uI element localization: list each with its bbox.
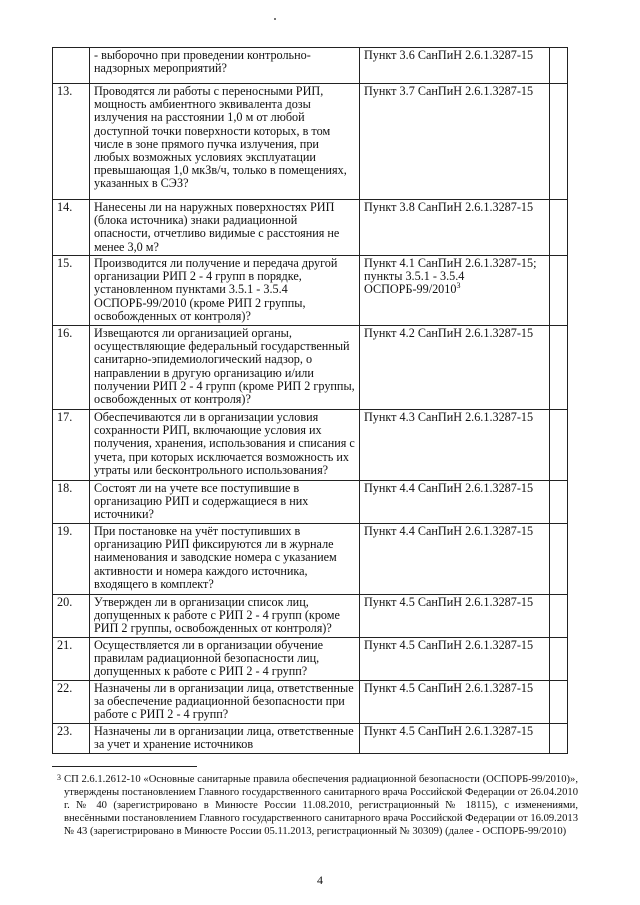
footnote-marker: 3 [57,773,61,782]
row-answer-cell [550,724,568,754]
reference-text: Пункт 4.3 СанПиН 2.6.1.3287-15 [364,410,534,424]
reference-text: Пункт 4.5 СанПиН 2.6.1.3287-15 [364,638,534,652]
table-row [53,84,568,200]
table-row [53,48,568,84]
table-row [53,595,568,638]
row-reference [360,410,550,481]
row-reference [360,524,550,595]
footnote [57,773,578,838]
reference-text: Пункт 4.1 СанПиН 2.6.1.3287-15; пункты 3.5.1 - 3.5.4 ОСПОРБ-99/2010 [364,256,537,297]
row-number: 22. [53,681,90,724]
row-question: Состоят ли на учете все поступившие в организацию РИП и содержащиеся в них источники? [90,481,360,524]
row-question: Утвержден ли в организации список лиц, допущенных к работе с РИП 2 - 4 групп (кроме РИП 2 группы, освобожденных от контроля)? [90,595,360,638]
row-answer-cell [550,481,568,524]
row-answer-cell [550,48,568,84]
row-answer-cell [550,524,568,595]
row-number: 16. [53,326,90,410]
row-number: 21. [53,638,90,681]
footnote-text: СП 2.6.1.2612-10 «Основные санитарные правила обеспечения радиационной безопасности (ОСПОРБ-99/2010)», утверждены постановлением Главного государственного санитарного врача Российской Федерации от 26.04.2010 г. № 40 (зарегистрировано в Минюсте России 11.08.2010, регистрационный № 18115), с изменениями, внесёнными постановлением Главного государственного санитарного врача Российской Федерации от 16.09.2013 № 43 (зарегистрировано в Минюсте России 05.11.2013, регистрационный № 30309) (далее - ОСПОРБ-99/2010) [64,774,578,837]
scan-mark [274,18,276,20]
row-number: 13. [53,84,90,200]
row-question: Производится ли получение и передача другой организации РИП 2 - 4 групп в порядке, установленном пунктами 3.5.1 - 3.5.4 ОСПОРБ-99/2010 (кроме РИП 2 группы, освобожденных от контроля)? [90,256,360,326]
row-question: Нанесены ли на наружных поверхностях РИП (блока источника) знаки радиационной опасности, отчетливо видимые с расстояния не менее 3,0 м? [90,200,360,256]
row-answer-cell [550,595,568,638]
row-answer-cell [550,681,568,724]
table-row [53,410,568,481]
row-number [53,48,90,84]
row-reference [360,638,550,681]
row-reference [360,724,550,754]
row-question: - выборочно при проведении контрольно-надзорных мероприятий? [90,48,360,84]
table-row [53,638,568,681]
checklist-table [52,47,568,754]
row-question: Назначены ли в организации лица, ответственные за учет и хранение источников [90,724,360,754]
table-row [53,326,568,410]
footnote-ref: 3 [456,281,461,291]
row-reference [360,256,550,326]
row-answer-cell [550,326,568,410]
row-reference [360,595,550,638]
row-question: Назначены ли в организации лица, ответственные за обеспечение радиационной безопасности при работе с РИП 2 - 4 групп? [90,681,360,724]
table-row [53,481,568,524]
checklist-body [53,48,568,754]
table-row [53,724,568,754]
reference-text: Пункт 4.4 СанПиН 2.6.1.3287-15 [364,481,534,495]
reference-text: Пункт 4.4 СанПиН 2.6.1.3287-15 [364,524,534,538]
row-number: 20. [53,595,90,638]
reference-text: Пункт 3.6 СанПиН 2.6.1.3287-15 [364,48,534,62]
table-row [53,256,568,326]
row-question: Проводятся ли работы с переносными РИП, мощность амбиентного эквивалента дозы излучения на расстоянии 1,0 м от любой доступной точки поверхности которых, в том числе в зоне прямого пучка излучения, при любых возможных условиях эксплуатации превышающая 1,0 мкЗв/ч, только в помещениях, указанных в СЭЗ? [90,84,360,200]
row-reference [360,84,550,200]
row-reference [360,200,550,256]
table-row [53,681,568,724]
row-question: Осуществляется ли в организации обучение правилам радиационной безопасности лиц, допущенных к работе с РИП 2 - 4 групп? [90,638,360,681]
row-answer-cell [550,638,568,681]
reference-text: Пункт 3.7 СанПиН 2.6.1.3287-15 [364,84,534,98]
row-number: 18. [53,481,90,524]
reference-text: Пункт 4.2 СанПиН 2.6.1.3287-15 [364,326,534,340]
reference-text: Пункт 4.5 СанПиН 2.6.1.3287-15 [364,595,534,609]
row-answer-cell [550,256,568,326]
row-number: 15. [53,256,90,326]
row-reference [360,326,550,410]
row-number: 23. [53,724,90,754]
page-number: 4 [317,873,323,887]
row-number: 19. [53,524,90,595]
row-reference [360,681,550,724]
row-question: Извещаются ли организацией органы, осуществляющие федеральный государственный санитарно-эпидемиологический надзор, о направлении в другую организацию и/или получении РИП 2 - 4 групп (кроме РИП 2 группы, освобожденных от контроля)? [90,326,360,410]
table-row [53,524,568,595]
row-reference [360,48,550,84]
table-row [53,200,568,256]
row-number: 17. [53,410,90,481]
footnote-separator [52,766,197,767]
row-reference [360,481,550,524]
reference-text: Пункт 3.8 СанПиН 2.6.1.3287-15 [364,200,534,214]
row-number: 14. [53,200,90,256]
reference-text: Пункт 4.5 СанПиН 2.6.1.3287-15 [364,681,534,695]
reference-text: Пункт 4.5 СанПиН 2.6.1.3287-15 [364,724,534,738]
row-answer-cell [550,84,568,200]
row-answer-cell [550,200,568,256]
row-question: Обеспечиваются ли в организации условия сохранности РИП, включающие условия их получения, хранения, использования и списания с учета, при которых исключается возможность их утраты или бесконтрольного использования? [90,410,360,481]
row-answer-cell [550,410,568,481]
row-question: При постановке на учёт поступивших в организацию РИП фиксируются ли в журнале наименования и заводские номера с указанием активности и номера каждого источника, входящего в комплект? [90,524,360,595]
